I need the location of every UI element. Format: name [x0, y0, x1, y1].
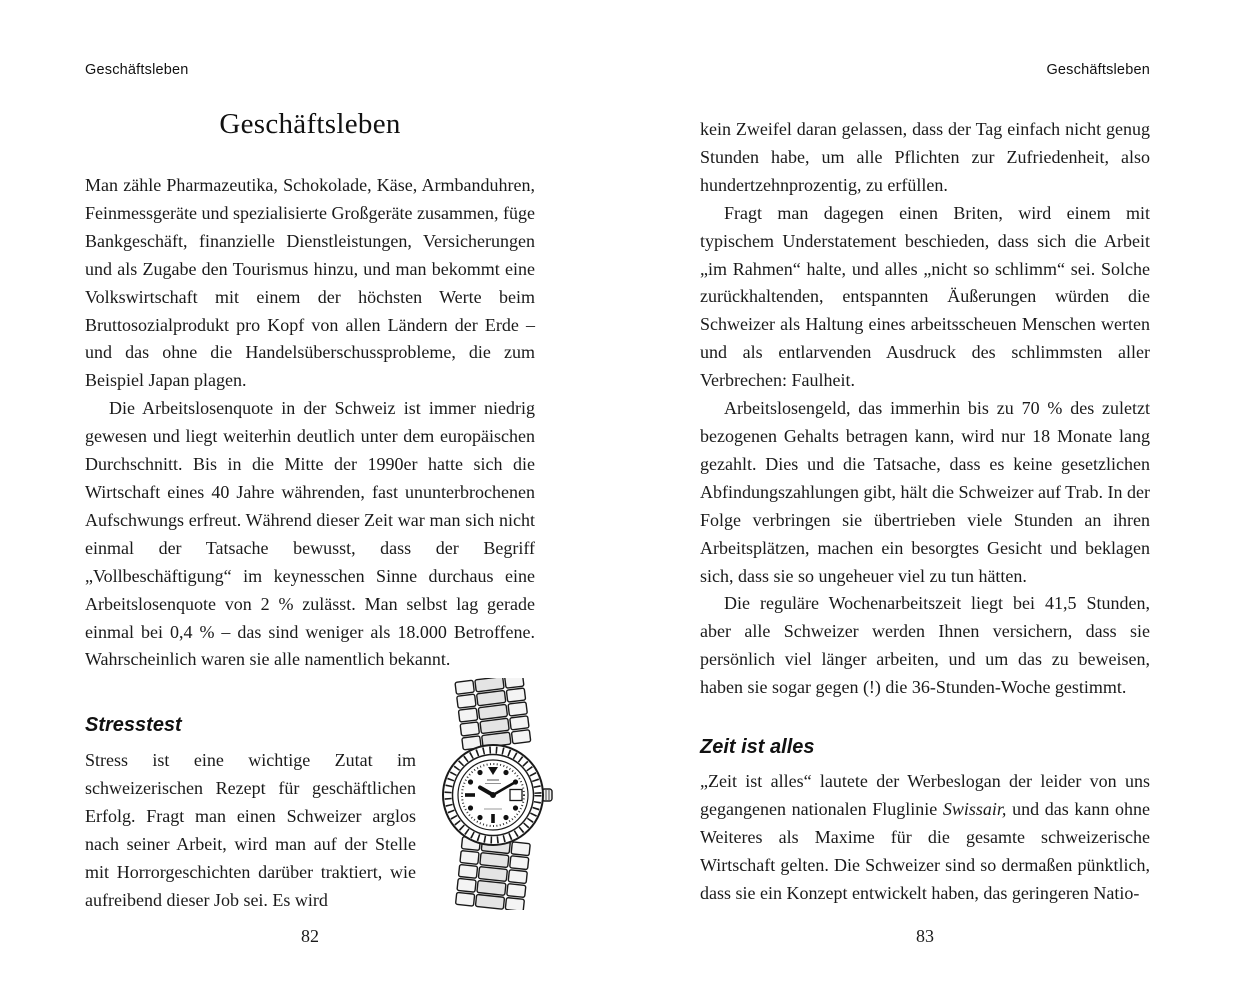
paragraph: Die Arbeitslosenquote in der Schweiz ist immer niedrig gewesen und liegt weiterhin deutlich unter dem europäischen Durchschnitt. Bis in die Mitte der 1990er hatte sich die Wirtschaft eines 40 Jahre währenden, fast ununterbrochenen Aufschwungs erfreut. Während dieser Zeit war man sich nicht einmal der Tatsache bewusst, dass der Begriff „Vollbeschäftigung“ im keynesschen Sinne durchaus eine Arbeitslosenquote von 2 % zulässt. Man selbst lag gerade einmal bei 0,4 % – das sind weniger als 18.000 Betroffene. Wahrscheinlich waren sie alle namentlich bekannt.	[85, 398, 535, 670]
paragraph: Fragt man dagegen einen Briten, wird einem mit typischem Understatement beschieden, dass sich die Arbeit „im Rahmen“ halte, und alles „nicht so schlimm“ sei. Solche zurückhaltenden, entspannten Äußerungen würden die Schweizer als Haltung eines arbeitsscheuen Menschen werten und als entlarvenden Ausdruck des schlimmsten aller Verbrechen: Faulheit.	[700, 202, 1150, 391]
paragraph	[700, 768, 1150, 908]
page-82	[85, 0, 535, 1000]
running-header-right: Geschäftsleben	[1046, 62, 1150, 78]
swissair-italic: Swissair,	[942, 798, 1007, 819]
paragraph: Stress ist eine wichtige Zutat im schweizerischen Rezept für geschäftlichen Erfolg. Fragt man einen Schweizer arglos nach seiner Arbeit, wird man auf der Stelle mit Horrorgeschichten darüber traktiert, wie aufreibend dieser Job sei. Es wird	[85, 750, 416, 910]
page-83	[700, 0, 1150, 1000]
text-column-right	[700, 116, 1150, 908]
chapter-title: Geschäftsleben	[219, 108, 401, 140]
paragraph: Man zähle Pharmazeutika, Schokolade, Käse, Armbanduhren, Feinmessgeräte und spezialisierte Großgeräte zusammen, füge Bankgeschäft, finanzielle Dienstleistungen, Versicherungen und als Zugabe den Tourismus hinzu, und man bekommt eine Volkswirtschaft mit einem der höchsten Werte beim Bruttosozialprodukt pro Kopf von allen Ländern der Erde – und das ohne die Handelsüberschussprobleme, die zum Beispiel Japan plagen.	[85, 175, 535, 391]
wristwatch-illustration	[417, 678, 569, 910]
page-number-right: 83	[916, 926, 934, 946]
page-number-left: 82	[301, 926, 319, 946]
paragraph: Die reguläre Wochenarbeitszeit liegt bei 41,5 Stunden, aber alle Schweizer werden Ihnen versichern, dass sie persönlich viel länger arbeiten, und um das zu beweisen, haben sie sogar gegen (!) die 36-Stunden-Woche gestimmt.	[700, 593, 1150, 698]
paragraph: Arbeitslosengeld, das immerhin bis zu 70 % des zuletzt bezogenen Gehalts betragen kann, wird nur 18 Monate lang gezahlt. Dies und die Tatsache, dass es keine gesetzlichen Abfindungszahlungen gibt, hält die Schweizer auf Trab. In der Folge verbringen sie übertrieben viele Stunden an ihren Arbeitsplätzen, machen ein besorgtes Gesicht und beklagen sich, dass sie so ungeheuer viel zu tun hätten.	[700, 398, 1150, 586]
section-heading-zeit-ist-alles: Zeit ist alles	[700, 736, 815, 759]
text-segment: und das kann ohne Weiteres als Maxime für die gesamte schweizerische Wirtschaft gelten. Die Schweizer sind so dermaßen pünktlich, dass sie ein Konzept entwickelt haben, das geringeren Natio-	[700, 798, 1150, 903]
text-segment: „Zeit ist alles“ lautete der Werbeslogan der leider von uns gegangenen nationalen Fluglinie	[700, 771, 1150, 819]
running-header-left: Geschäftsleben	[85, 62, 189, 78]
paragraph: kein Zweifel daran gelassen, dass der Tag einfach nicht genug Stunden habe, um alle Pflichten zur Zufriedenheit, also hundertzehnprozentig, zu erfüllen.	[700, 119, 1150, 195]
section-heading-stresstest: Stresstest	[85, 714, 182, 737]
